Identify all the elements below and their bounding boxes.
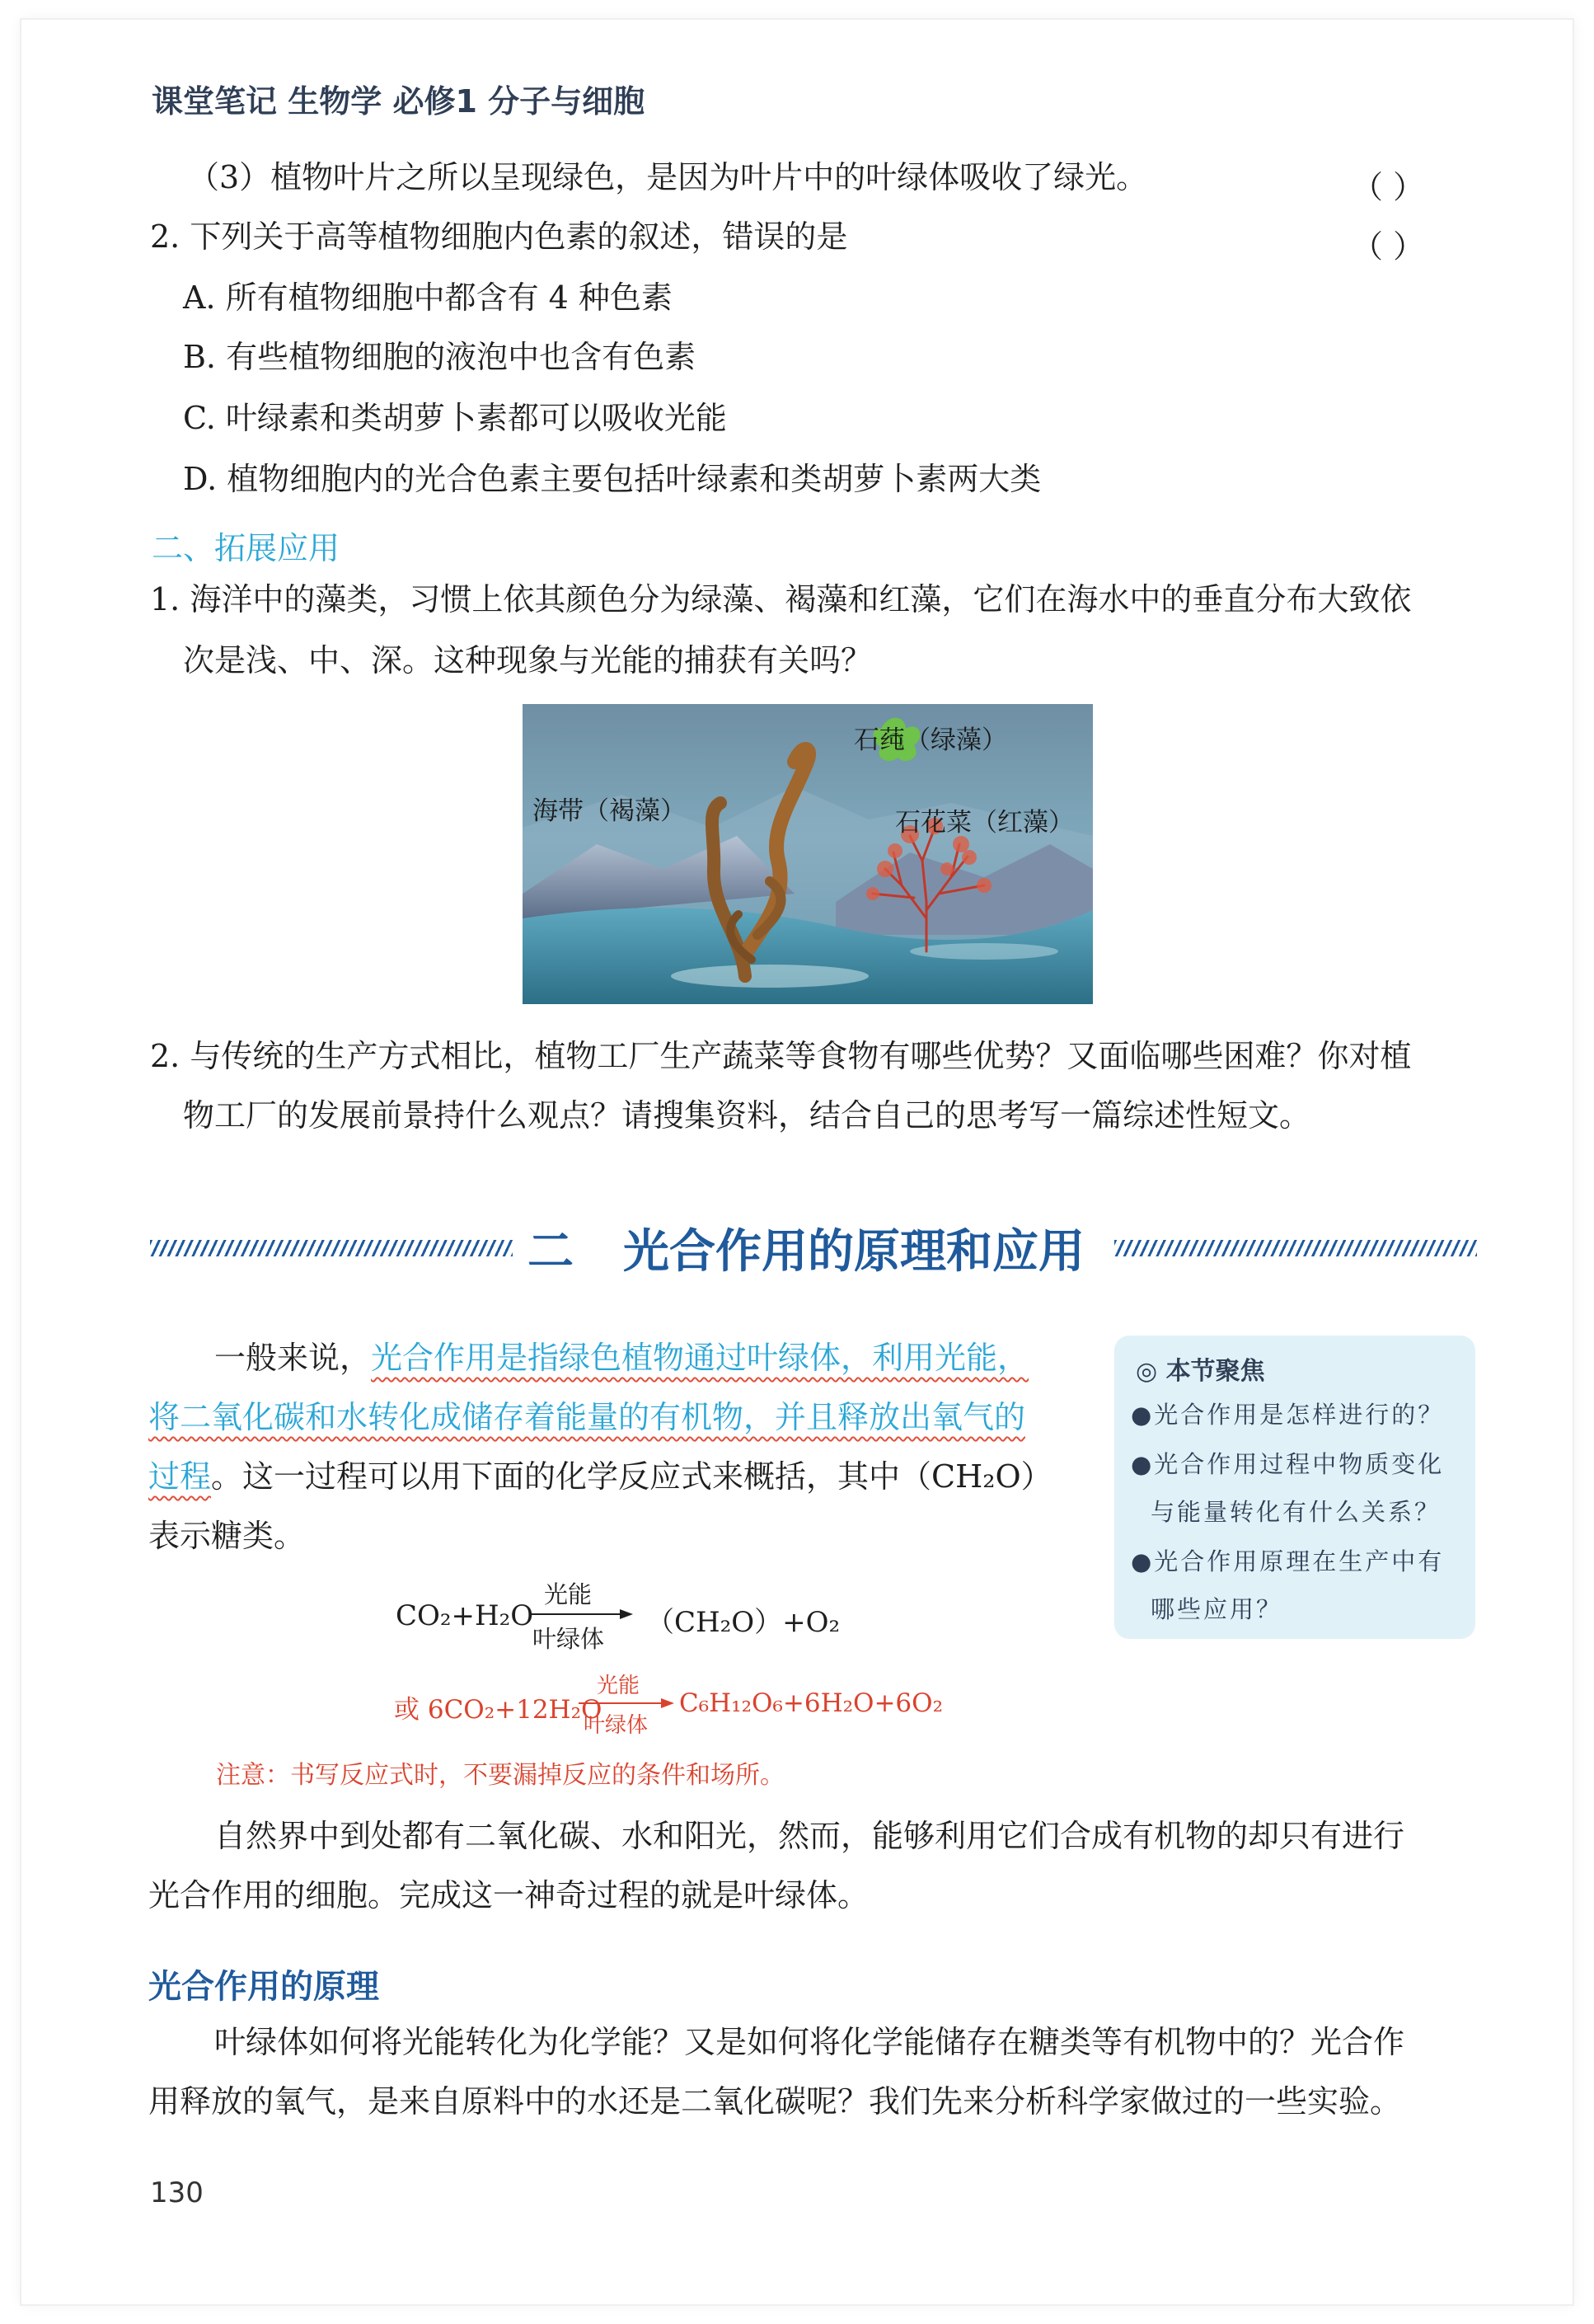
running-header: 课堂笔记 生物学 必修1 分子与细胞: [152, 83, 645, 120]
intro-line-2: [148, 1401, 1025, 1433]
chapter-hatch-left: [150, 1240, 513, 1256]
option-c: C. 叶绿素和类胡萝卜素都可以吸收光能: [183, 400, 727, 436]
principle-line-1: 叶绿体如何将光能转化为化学能？又是如何将化学能储存在糖类等有机物中的？光合作: [214, 2024, 1405, 2060]
extension-q1-line2: 次是浅、中、深。这种现象与光能的捕获有关吗？: [183, 642, 873, 678]
chapter-hatch-right: [1114, 1240, 1477, 1256]
chapter-title: [527, 1215, 1085, 1281]
focus-item-3: ●光合作用原理在生产中有: [1131, 1547, 1445, 1575]
label-red-algae: 石花菜（红藻）: [895, 808, 1074, 838]
focus-title: ◎ 本节聚焦: [1136, 1357, 1265, 1386]
focus-item-1: ●光合作用是怎样进行的？: [1131, 1401, 1445, 1429]
equation-alt-condition-light: 光能: [597, 1674, 640, 1698]
answer-blank-2: （ ）: [1352, 228, 1425, 265]
question-2: 2. 下列关于高等植物细胞内色素的叙述，错误的是: [150, 218, 848, 255]
label-green-algae: 石莼（绿藻）: [854, 725, 1007, 755]
intro-line-4: 表示糖类。: [148, 1518, 306, 1554]
algae-figure: [523, 704, 1093, 1004]
focus-item-2-cont: 与能量转化有什么关系？: [1151, 1498, 1442, 1526]
equation-alt-condition-site: 叶绿体: [584, 1713, 649, 1738]
extension-q2-line1: 2. 与传统的生产方式相比，植物工厂生产蔬菜等食物有哪些优势？又面临哪些困难？你对植: [150, 1038, 1412, 1074]
extension-q1-line1: 1. 海洋中的藻类，习惯上依其颜色分为绿藻、褐藻和红藻，它们在海水中的垂直分布大致依: [150, 581, 1412, 617]
equation-note: 注意：书写反应式时，不要漏掉反应的条件和场所。: [216, 1761, 785, 1790]
intro-line-3: [148, 1458, 1053, 1495]
para2-line-1: 自然界中到处都有二氧化碳、水和阳光，然而，能够利用它们合成有机物的却只有进行: [214, 1818, 1405, 1854]
intro-line-3b: 。这一过程可以用下面的化学反应式来概括，其中（CH₂O）: [211, 1458, 1053, 1495]
equation-alt-arrow: [577, 1669, 676, 1738]
equation-condition-site: 叶绿体: [532, 1625, 605, 1653]
extension-q2-line2: 物工厂的发展前景持什么观点？请搜集资料，结合自己的思考写一篇综述性短文。: [183, 1097, 1311, 1134]
equation-condition-light: 光能: [544, 1580, 593, 1608]
intro-line-1a: 一般来说，: [214, 1340, 372, 1376]
option-d: D. 植物细胞内的光合色素主要包括叶绿素和类胡萝卜素两大类: [183, 461, 1042, 497]
intro-definition-2: 将二氧化碳和水转化成储存着能量的有机物，并且释放出氧气的: [148, 1399, 1026, 1435]
para2-line-2: 光合作用的细胞。完成这一神奇过程的就是叶绿体。: [148, 1877, 870, 1913]
algae-illustration: [523, 704, 1093, 1004]
equation-reactants: CO₂+H₂O: [396, 1599, 534, 1632]
intro-definition-3: 过程: [148, 1458, 212, 1495]
focus-item-3-cont: 哪些应用？: [1151, 1595, 1283, 1623]
chapter-number: 二: [527, 1225, 574, 1279]
question-1-3: （3）植物叶片之所以呈现绿色，是因为叶片中的叶绿体吸收了绿光。: [188, 159, 1148, 195]
section-heading-extension: 二、拓展应用: [152, 530, 340, 566]
principle-line-2: 用释放的氧气，是来自原料中的水还是二氧化碳呢？我们先来分析科学家做过的一些实验。: [148, 2083, 1402, 2120]
intro-definition-1: 光合作用是指绿色植物通过叶绿体，利用光能，: [371, 1340, 1029, 1376]
option-a: A. 所有植物细胞中都含有 4 种色素: [183, 279, 673, 316]
option-b: B. 有些植物细胞的液泡中也含有色素: [183, 339, 696, 375]
focus-item-2: ●光合作用过程中物质变化: [1131, 1450, 1445, 1478]
chapter-title-text: 光合作用的原理和应用: [623, 1225, 1085, 1279]
answer-blank-1-3: （ ）: [1352, 169, 1425, 205]
intro-line-1: [214, 1340, 1029, 1376]
page-number: 130: [150, 2176, 204, 2209]
section-focus-box: [1114, 1336, 1475, 1639]
equation-arrow: [527, 1576, 635, 1653]
equation-alt-products: C₆H₁₂O₆+6H₂O+6O₂: [679, 1688, 943, 1718]
reaction-arrow-icon: [527, 1608, 635, 1621]
equation-products: （CH₂O）+O₂: [646, 1606, 841, 1639]
equation-alt-reactants: 或 6CO₂+12H₂O: [394, 1695, 602, 1725]
label-brown-algae: 海带（褐藻）: [532, 796, 686, 826]
subsection-heading-principle: 光合作用的原理: [148, 1967, 379, 2006]
